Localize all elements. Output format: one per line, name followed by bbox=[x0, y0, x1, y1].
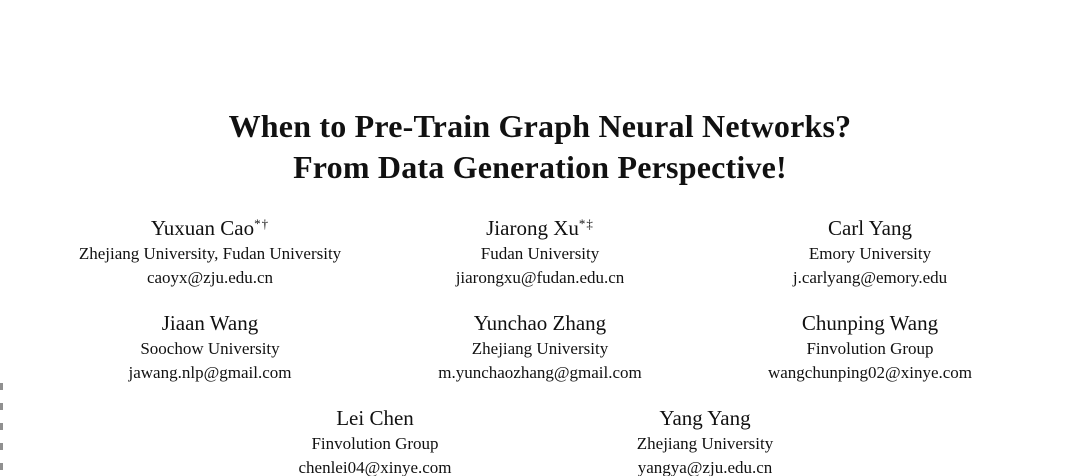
author-affiliation: Soochow University bbox=[140, 339, 280, 358]
author-superscript: *† bbox=[254, 216, 270, 231]
author-name-text: Lei Chen bbox=[336, 406, 414, 430]
author-name-text: Yuxuan Cao bbox=[150, 216, 255, 240]
author-carl-yang bbox=[705, 210, 1035, 290]
author-name-text: Chunping Wang bbox=[801, 311, 939, 335]
author-chunping-wang bbox=[705, 305, 1035, 385]
author-name bbox=[375, 210, 705, 242]
author-name-text: Yunchao Zhang bbox=[473, 311, 607, 335]
author-affiliation: Fudan University bbox=[480, 244, 600, 263]
author-superscript: *‡ bbox=[578, 216, 594, 231]
author-name bbox=[705, 210, 1035, 242]
author-row-2 bbox=[0, 305, 1080, 385]
author-name bbox=[210, 400, 540, 432]
author-jiarong-xu bbox=[375, 210, 705, 290]
author-email: caoyx@zju.edu.cn bbox=[146, 268, 274, 287]
author-name-text: Jiarong Xu bbox=[486, 216, 579, 240]
author-row-3 bbox=[0, 400, 1080, 476]
author-yang-yang bbox=[540, 400, 870, 476]
author-name bbox=[705, 305, 1035, 337]
author-email: chenlei04@xinye.com bbox=[298, 458, 452, 476]
author-email: m.yunchaozhang@gmail.com bbox=[438, 363, 642, 382]
author-affiliation: Zhejiang University bbox=[471, 339, 609, 358]
author-name bbox=[540, 400, 870, 432]
author-name bbox=[45, 305, 375, 337]
author-name-text: Yang Yang bbox=[659, 406, 751, 430]
author-name-text: Jiaan Wang bbox=[161, 311, 259, 335]
author-email: j.carlyang@emory.edu bbox=[792, 268, 948, 287]
author-yuxuan-cao bbox=[45, 210, 375, 290]
author-email: wangchunping02@xinye.com bbox=[767, 363, 973, 382]
author-name bbox=[375, 305, 705, 337]
author-yunchao-zhang bbox=[375, 305, 705, 385]
paper-title bbox=[0, 0, 1080, 188]
page-edge-dash-marks bbox=[0, 383, 3, 476]
author-name-text: Carl Yang bbox=[827, 216, 912, 240]
author-affiliation: Finvolution Group bbox=[806, 339, 934, 358]
author-email: jawang.nlp@gmail.com bbox=[128, 363, 292, 382]
author-affiliation: Zhejiang University bbox=[636, 434, 774, 453]
author-row-1 bbox=[0, 210, 1080, 290]
paper-title-line-1: When to Pre-Train Graph Neural Networks? bbox=[228, 108, 852, 144]
author-lei-chen bbox=[210, 400, 540, 476]
author-name bbox=[45, 210, 375, 242]
author-affiliation: Finvolution Group bbox=[311, 434, 439, 453]
author-email: yangya@zju.edu.cn bbox=[637, 458, 773, 476]
author-affiliation: Emory University bbox=[808, 244, 932, 263]
paper-title-line-2: From Data Generation Perspective! bbox=[293, 149, 787, 185]
author-affiliation: Zhejiang University, Fudan University bbox=[78, 244, 342, 263]
author-jiaan-wang bbox=[45, 305, 375, 385]
author-block bbox=[0, 210, 1080, 476]
author-email: jiarongxu@fudan.edu.cn bbox=[455, 268, 625, 287]
